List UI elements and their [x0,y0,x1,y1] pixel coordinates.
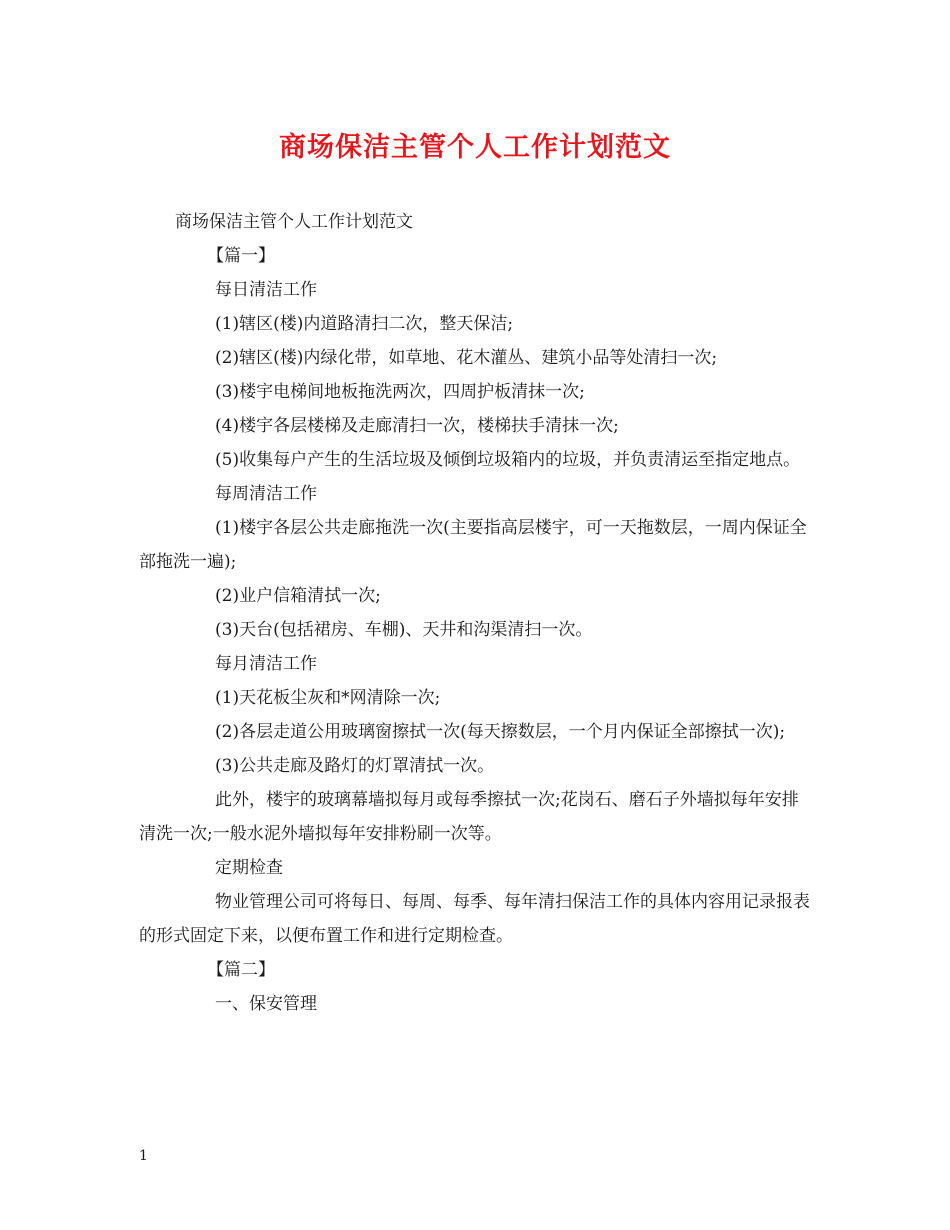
page-number: 1 [139,1148,148,1164]
monthly-item-2: (2)各层走道公用玻璃窗擦拭一次(每天擦数层，一个月内保证全部擦拭一次); [215,722,786,742]
security-heading: 一、保安管理 [215,994,317,1014]
inspection-heading: 定期检查 [215,858,283,878]
monthly-item-1: (1)天花板尘灰和*网清除一次; [215,688,441,708]
daily-item-4: (4)楼宇各层楼梯及走廊清扫一次，楼梯扶手清抹一次; [215,416,619,436]
weekly-item-1: (1)楼宇各层公共走廊拖洗一次(主要指高层楼宇，可一天拖数层，一周内保证全部拖洗一遍); [139,518,807,572]
monthly-heading: 每月清洁工作 [215,654,317,674]
extra-paragraph: 此外，楼宇的玻璃幕墙拟每月或每季擦拭一次;花岗石、磨石子外墙拟每年安排清洗一次;一般水泥外墙拟每年安排粉刷一次等。 [139,790,799,844]
section-marker-part2: 【篇二】 [207,960,275,980]
daily-item-3: (3)楼宇电梯间地板拖洗两次，四周护板清抹一次; [215,382,585,402]
document-title: 商场保洁主管个人工作计划范文 [279,132,671,163]
daily-item-5: (5)收集每户产生的生活垃圾及倾倒垃圾箱内的垃圾，并负责清运至指定地点。 [215,450,801,470]
document-body [139,205,811,1021]
section-marker-part1: 【篇一】 [207,246,275,266]
subtitle-paragraph: 商场保洁主管个人工作计划范文 [175,212,413,232]
weekly-item-3: (3)天台(包括裙房、车棚)、天井和沟渠清扫一次。 [215,620,593,640]
monthly-item-3: (3)公共走廊及路灯的灯罩清拭一次。 [215,756,495,776]
weekly-heading: 每周清洁工作 [215,484,317,504]
daily-item-2: (2)辖区(楼)内绿化带，如草地、花木灌丛、建筑小品等处清扫一次; [215,348,718,368]
weekly-item-2: (2)业户信箱清拭一次; [215,586,381,606]
daily-heading: 每日清洁工作 [215,280,317,300]
inspection-paragraph: 物业管理公司可将每日、每周、每季、每年清扫保洁工作的具体内容用记录报表的形式固定下来，以便布置工作和进行定期检查。 [139,892,810,946]
daily-item-1: (1)辖区(楼)内道路清扫二次，整天保洁; [215,314,514,334]
